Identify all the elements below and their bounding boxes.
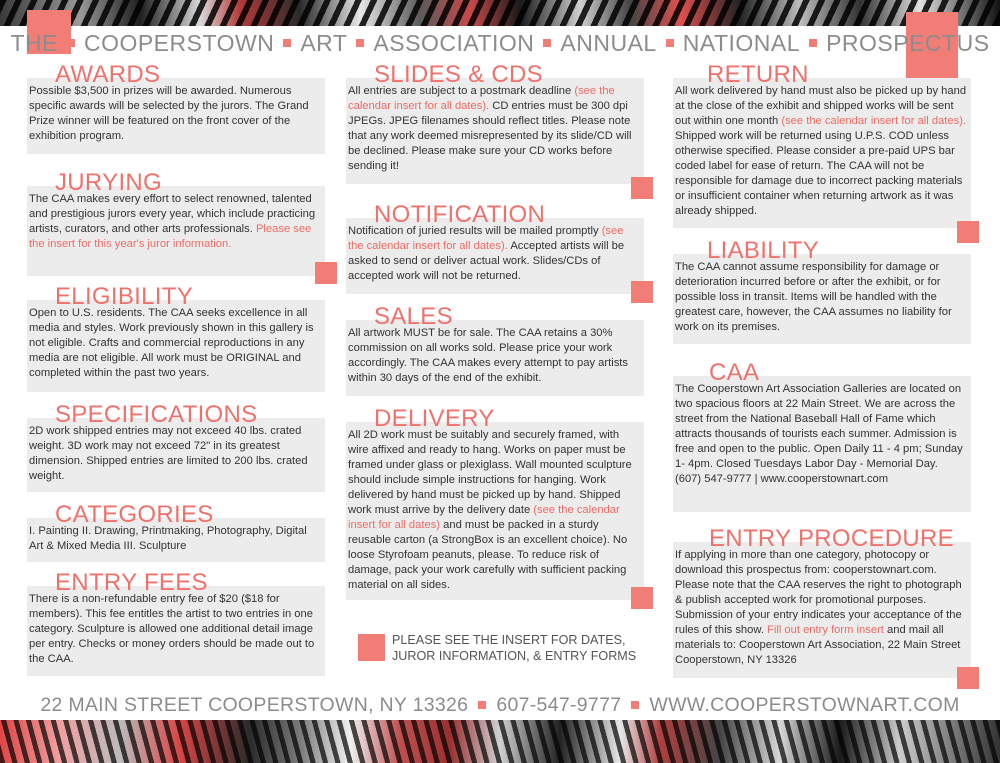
section-slides-cds	[346, 62, 644, 184]
title-word: ASSOCIATION	[373, 29, 535, 56]
body-text: The CAA makes every effort to select renowned, talented and prestigious jurors every year, which include practicing artists, curators, and other arts professionals.	[29, 193, 316, 235]
section-body	[673, 376, 971, 512]
title-bullet	[666, 39, 674, 47]
section-heading: CAA	[709, 359, 760, 386]
section-liability	[673, 238, 971, 344]
footer-website: WWW.COOPERSTOWNART.COM	[649, 693, 960, 716]
title-word: ANNUAL	[560, 29, 657, 56]
title-word: ART	[300, 29, 348, 56]
section-sales	[346, 304, 644, 396]
section-heading: NOTIFICATION	[374, 201, 546, 228]
section-heading: AWARDS	[55, 61, 161, 88]
title-bullet	[356, 39, 364, 47]
section-body: I. Painting II. Drawing, Printmaking, Photography, Digital Art & Mixed Media III. Sculpture	[27, 518, 325, 562]
highlight-text: (see the calendar insert for all dates)	[348, 504, 620, 531]
title-bullet	[543, 39, 551, 47]
title-bullet	[809, 39, 817, 47]
footer-bullet	[478, 701, 486, 709]
section-body	[346, 422, 644, 600]
section-body: Possible $3,500 in prizes will be awarded. Numerous specific awards will be selected by the jurors. The Grand Prize winner will be featured on the front cover of the exhibition program.	[27, 78, 325, 154]
section-marker	[631, 281, 653, 303]
highlight-text: (see the calendar insert for all dates).	[348, 225, 624, 252]
section-heading: LIABILITY	[707, 237, 820, 264]
column-left	[27, 62, 325, 682]
section-jurying	[27, 170, 325, 276]
section-body	[346, 218, 644, 294]
body-text: and must be packed in a sturdy reusable carton (a StrongBox is an excellent choice). No loose Styrofoam peanuts, please. To reduce risk of damage, pack your work carefully with sufficient packing material on all sides.	[348, 519, 628, 591]
section-body: 2D work shipped entries may not exceed 40 lbs. crated weight. 3D work may not exceed 72" in its greatest dimension. Shipped entries are limited to 200 lbs. crated weight.	[27, 418, 325, 492]
section-marker	[631, 177, 653, 199]
section-heading: ENTRY PROCEDURE	[709, 525, 954, 552]
insert-note	[358, 632, 658, 672]
title-bullet	[283, 39, 291, 47]
note-square	[358, 634, 385, 661]
body-text: CD entries must be 300 dpi JPEGs. JPEG filenames should reflect titles. Please note that any work deemed misrepresented by its slide/CD will be declined. Please make sure your CD works before sending it!	[348, 100, 632, 172]
section-heading: CATEGORIES	[55, 501, 214, 528]
body-text: The Cooperstown Art Association Galleries are located on two spacious floors at 22 Main Street. We are across the street from the National Baseball Hall of Fame which attracts thousands of tourists each summer. Admission is free and open to the public. Open Daily 11 - 4 pm; Sunday 1- 4pm. Closed Tuesdays Labor Day - Memorial Day.	[675, 383, 963, 470]
section-body	[673, 542, 971, 678]
body-text: Shipped work will be returned using U.P.S. COD unless otherwise specified. Please consider a pre-paid UPS bar coded label for ease of return. The CAA will not be responsible for damage due to incorrect packing materials or insufficient container when returning artwork as it was already shipped.	[675, 130, 963, 217]
note-text: PLEASE SEE THE INSERT FOR DATES, JUROR INFORMATION, & ENTRY FORMS	[392, 633, 637, 663]
section-heading: JURYING	[55, 169, 163, 196]
top-artwork-strip	[0, 0, 1000, 26]
section-heading: SLIDES & CDS	[374, 61, 543, 88]
body-text: All 2D work must be suitably and securely framed, with wire affixed and ready to hang. Works on paper must be framed under glass or plexiglass. Wall mounted sculpture should include simple instructions for hanging. Work delivered by hand must be picked up by hand. Shipped work must arrive by the delivery date	[348, 429, 632, 516]
section-caa	[673, 360, 971, 512]
section-heading: ENTRY FEES	[55, 569, 208, 596]
section-return	[673, 62, 971, 228]
footer-address: 22 MAIN STREET COOPERSTOWN, NY 13326	[40, 693, 469, 716]
body-text: Accepted artists will be asked to send or deliver actual work. Slides/CDs of accepted work will not be returned.	[348, 240, 625, 282]
title-word: THE	[10, 29, 58, 56]
page-title	[0, 28, 1000, 58]
footer-contact	[0, 692, 1000, 718]
section-entry-fees	[27, 570, 325, 676]
section-body: There is a non-refundable entry fee of $20 ($18 for members). This fee entitles the artist to two entries in one category. Sculpture is allowed one additional detail image per entry. Checks or money orders should be made out to the CAA.	[27, 586, 325, 676]
section-heading: SPECIFICATIONS	[55, 401, 258, 428]
section-body: Open to U.S. residents. The CAA seeks excellence in all media and styles. Work previously shown in this gallery is not eligible. Crafts and commercial reproductions in any media are not eligible. All work must be ORIGINAL and completed within the past two years.	[27, 300, 325, 392]
footer-bullet	[631, 701, 639, 709]
highlight-text: (see the calendar insert for all dates).	[348, 85, 615, 112]
body-text: All entries are subject to a postmark deadline	[348, 85, 575, 97]
title-word: PROSPECTUS	[826, 29, 990, 56]
section-awards	[27, 62, 325, 154]
bottom-artwork-strip	[0, 720, 1000, 763]
column-middle	[346, 62, 644, 606]
highlight-text: Fill out entry form insert	[767, 624, 884, 636]
section-body	[673, 78, 971, 228]
section-heading: ELIGIBILITY	[55, 283, 194, 310]
section-heading: SALES	[374, 303, 453, 330]
section-body: All artwork MUST be for sale. The CAA retains a 30% commission on all works sold. Please price your work accordingly. The CAA makes every attempt to pay artists within 30 days of the end of the exhibit.	[346, 320, 644, 396]
section-body	[27, 186, 325, 276]
highlight-text: (see the calendar insert for all dates).	[781, 115, 967, 127]
section-specifications	[27, 402, 325, 492]
column-right	[673, 62, 971, 684]
body-text: Notification of juried results will be mailed promptly	[348, 225, 602, 237]
body-text: If applying in more than one category, photocopy or download this prospectus from: cooperstownart.com. Please note that the CAA reserves the right to photograph & publish accepted work for promotional purposes. Submission of your entry indicates your acceptance of the rules of this show.	[675, 549, 962, 636]
section-body: The CAA cannot assume responsibility for damage or deterioration incurred before or after the exhibit, or for possible loss in transit. Items will be handled with the greatest care, however, the CAA assumes no liability for work on its premises.	[673, 254, 971, 344]
footer-phone: 607-547-9777	[496, 693, 622, 716]
body-text: All work delivered by hand must also be picked up by hand at the close of the exhibit and shipped works will be sent out within one month	[675, 85, 967, 127]
section-eligibility	[27, 284, 325, 392]
section-heading: RETURN	[707, 61, 809, 88]
title-word: COOPERSTOWN	[83, 29, 275, 56]
title-word: NATIONAL	[682, 29, 801, 56]
section-marker	[631, 587, 653, 609]
section-entry-procedure	[673, 526, 971, 678]
highlight-text: Please see the insert for this year's juror information.	[29, 223, 312, 250]
section-delivery	[346, 406, 644, 600]
section-marker	[315, 262, 337, 284]
section-body	[346, 78, 644, 184]
section-heading: DELIVERY	[374, 405, 495, 432]
section-marker	[957, 667, 979, 689]
body-text: and mail all materials to: Cooperstown Art Association, 22 Main Street Cooperstown, NY 13326	[675, 624, 961, 666]
title-bullet	[67, 39, 75, 47]
contact-line: (607) 547-9777 | www.cooperstownart.com	[675, 473, 889, 485]
section-categories	[27, 502, 325, 562]
section-notification	[346, 202, 644, 294]
